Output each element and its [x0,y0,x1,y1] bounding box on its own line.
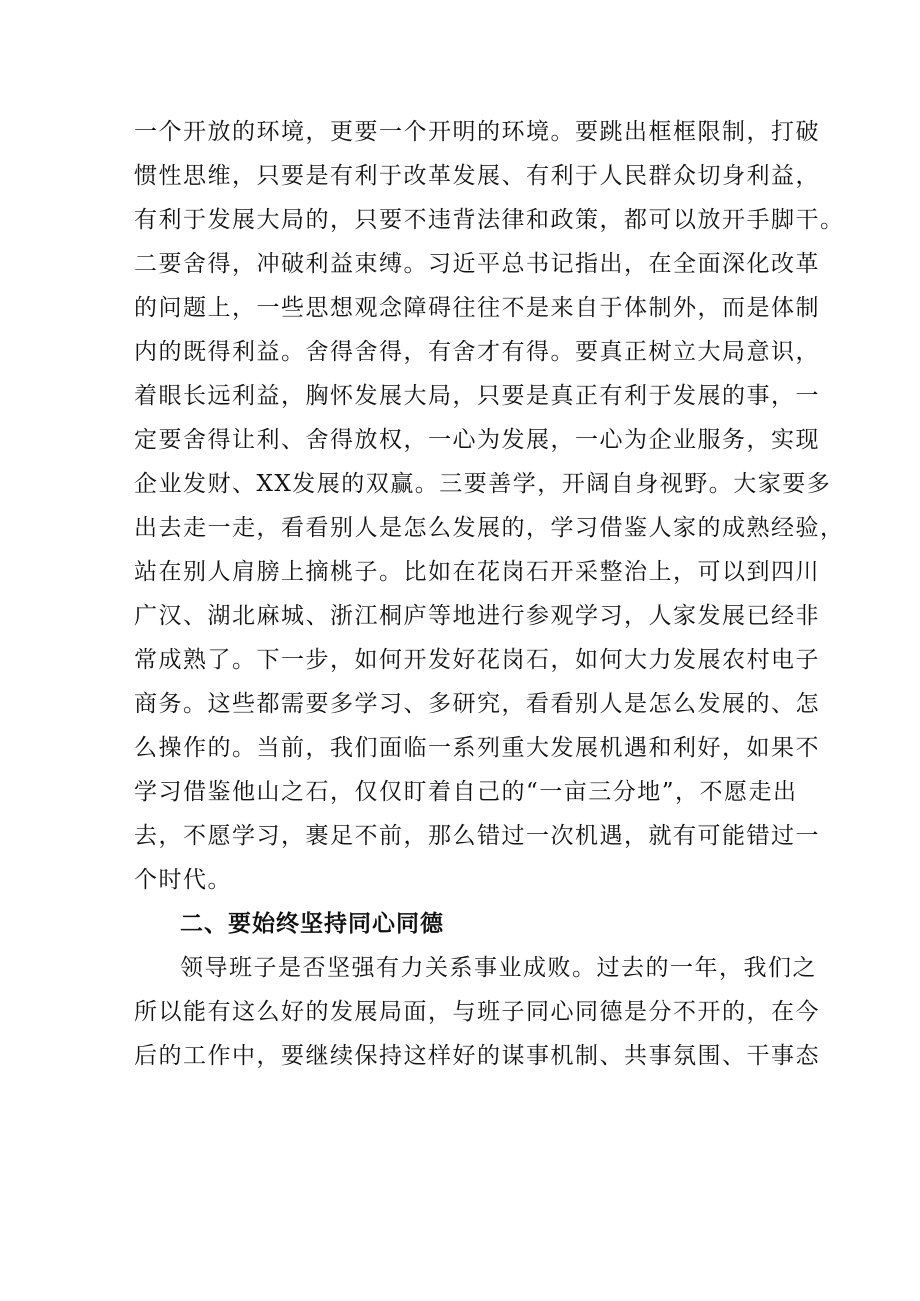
text-line: 定要舍得让利、舍得放权，一心为发展，一心为企业服务，实现 [134,427,820,453]
text-line: 广汉、湖北麻城、浙江桐庐等地进行参观学习，人家发展已经非 [134,603,820,629]
text-line: 所以能有这么好的发展局面，与班子同心同德是分不开的，在今 [134,999,820,1025]
text-line: 出去走一走，看看别人是怎么发展的，学习借鉴人家的成熟经验， [134,515,845,541]
text-line: 站在别人肩膀上摘桃子。比如在花岗石开采整治上，可以到四川 [134,559,820,585]
text-line: 二要舍得，冲破利益束缚。习近平总书记指出，在全面深化改革 [134,251,820,277]
text-line: 常成熟了。下一步，如何开发好花岗石，如何大力发展农村电子 [134,647,820,673]
text-line: 商务。这些都需要多学习、多研究，看看别人是怎么发展的、怎 [134,691,820,717]
text-line: 学习借鉴他山之石，仅仅盯着自己的“一亩三分地”，不愿走出 [134,779,798,805]
text-line: 内的既得利益。舍得舍得，有舍才有得。要真正树立大局意识， [134,339,820,365]
section-heading: 二、要始终坚持同心同德 [180,911,444,937]
text-line: 惯性思维，只要是有利于改革发展、有利于人民群众切身利益， [134,163,820,189]
text-line: 个时代。 [134,867,232,893]
text-line: 么操作的。当前，我们面临一系列重大发展机遇和利好，如果不 [134,735,820,761]
text-line: 一个开放的环境，更要一个开明的环境。要跳出框框限制，打破 [134,119,820,145]
text-line: 后的工作中，要继续保持这样好的谋事机制、共事氛围、干事态 [134,1043,820,1069]
text-line: 着眼长远利益，胸怀发展大局，只要是真正有利于发展的事，一 [134,383,820,409]
text-line: 有利于发展大局的，只要不违背法律和政策，都可以放开手脚干。 [134,207,845,233]
text-line: 领导班子是否坚强有力关系事业成败。过去的一年，我们之 [180,955,817,981]
text-line: 去，不愿学习，裹足不前，那么错过一次机遇，就有可能错过一 [134,823,820,849]
text-line: 企业发财、XX发展的双赢。三要善学，开阔自身视野。大家要多 [134,471,832,497]
text-line: 的问题上，一些思想观念障碍往往不是来自于体制外，而是体制 [134,295,820,321]
